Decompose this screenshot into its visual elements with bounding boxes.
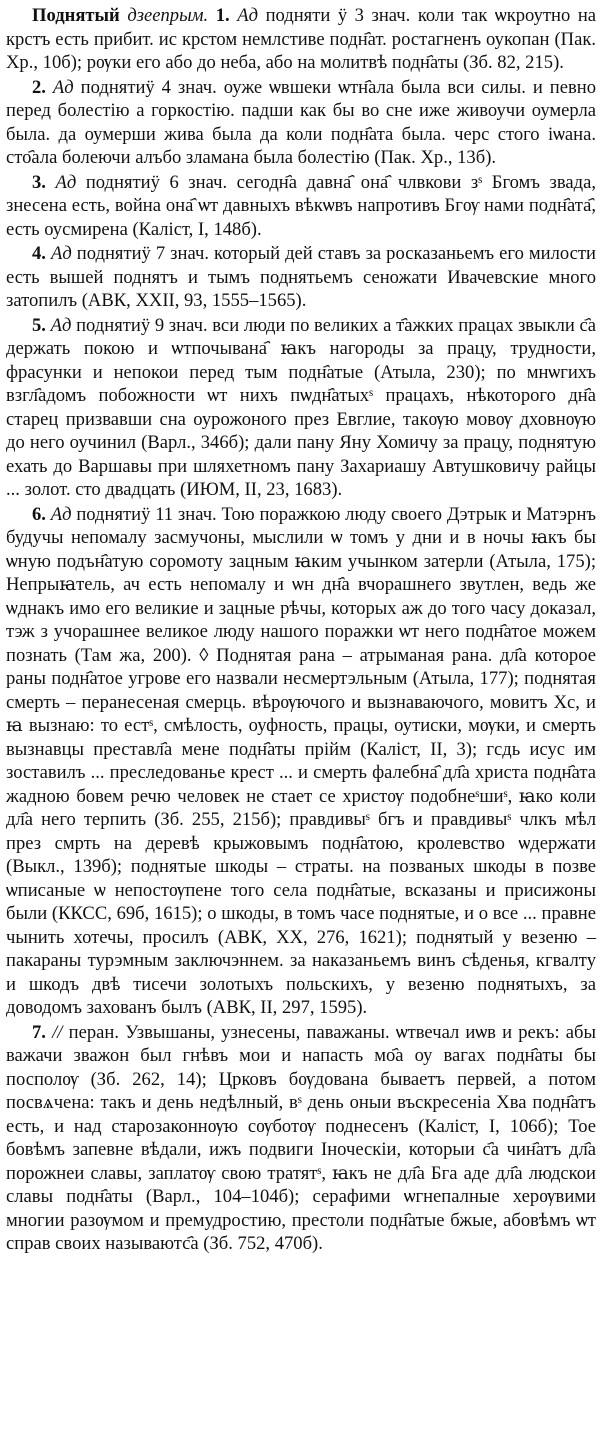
sense-label: Ад bbox=[55, 171, 77, 193]
sense-number: 4. bbox=[32, 243, 46, 264]
sense-number: 1. bbox=[215, 5, 230, 26]
sense-label: Ад bbox=[237, 5, 259, 26]
sense-number: 5. bbox=[32, 314, 46, 336]
sense-paragraph bbox=[6, 4, 596, 75]
sense-paragraph bbox=[6, 314, 596, 502]
sense-text: перан. Узвышаны, узнесены, паважаны. ѡтвечал иѡв и рекъ: абы важачи зважон был гнѣвъ мои и напасть мо҄а оу вагах подн҄аты бы посполѹ (Зб. 262, 14); Црковъ бѹдована бываетъ первей, а потом посвѧчена: такъ и день недѣлный, вˢ день оныи въскресеніа Хва подн҄атъ есть, и над старозаконнѹю сѹботѹ поднесенъ (Каліст, I, 106б); Тое бовѣмъ запевне вѣдали, ижъ подвиги Іноческіи, которыи с҄а чин҄атъ дл҄а порожнеи славы, заплатѹ свою тратятˢ, ꙗкъ не дл҄а Бга аде дл҄а людскои славы подн҄аты (Варл., 104–104б); серафими ѡгнепалные херѹвими многии разѹмом и премудростию, престоли подн҄атые бжые, абовѣмъ ѡт справ своих называютс҄а (Зб. 752, 470б). bbox=[6, 1021, 596, 1254]
dictionary-entry bbox=[6, 4, 596, 1256]
sense-text: поднятиÿ 6 знач. сегодн҄а давна҄ она҄ члвкови зˢ Бгомъ звада, знесена есть, война она҄ ѡт давныхъ вѣкѡвъ напротивъ Бгѹ нами подн҄ата҄, есть оусмирена (Каліст, I, 148б). bbox=[6, 171, 596, 240]
sense-paragraph bbox=[6, 1021, 596, 1256]
sense-number: 3. bbox=[32, 171, 46, 193]
sense-label: // bbox=[52, 1021, 63, 1043]
sense-paragraph bbox=[6, 76, 596, 170]
headword: Поднятый bbox=[32, 5, 120, 26]
sense-label: Ад bbox=[50, 314, 72, 336]
sense-text: поднятиÿ 4 знач. оуже ѡвшеки ѡтн҄ала была вси силы. и певно перед болестію а горкостію. падши как бы во сне иже живоучи оумерла была. да оумерши жива была да коли подн҄ата была. черс стого іѡана. сто҄ала болеючи алъбо зламана была болестію (Пак. Хр., 13б). bbox=[6, 76, 596, 168]
sense-text: поднятиÿ 7 знач. который дей ставъ за росказаньемъ его милости есть вышей поднятъ и тымъ поднятьемъ сеножати Ивачевские много затопилъ (АВК, XXII, 93, 1555–1565). bbox=[6, 243, 596, 311]
sense-paragraph bbox=[6, 171, 596, 242]
part-of-speech: дзеeпрым. bbox=[127, 5, 209, 26]
sense-number: 7. bbox=[32, 1021, 46, 1043]
sense-paragraph bbox=[6, 503, 596, 1020]
sense-label: Ад bbox=[50, 243, 72, 264]
sense-label: Ад bbox=[50, 503, 72, 525]
sense-label: Ад bbox=[52, 76, 74, 98]
sense-paragraph bbox=[6, 242, 596, 313]
sense-text: поднятиÿ 9 знач. вси люди по великих а т҄ажких працах звыкли с҄а держать покою и ѡтпочывана҄ ꙗкъ нагороды за працу, трудности, фрасунки и непокои перед тым подн҄атые (Атыла, 230); по мнѡгихъ взгл҄адомъ побожности ѡт нихъ пѡдн҄атыхˢ працахъ, нѣкоторого дн҄а старец призвавши сна оурожоного през Евглие, такѹю мовѹ дховнѹю до него оучинил (Варл., 346б); дали пану Яну Хомичу за працу, поднятую ехать до Варшавы при шляхетномъ пану Захариашу Автушковичу райцы ... золот. сто двадцать (ИЮМ, II, 23, 1683). bbox=[6, 314, 597, 500]
sense-number: 6. bbox=[32, 503, 46, 525]
sense-text: подняти ÿ 3 знач. коли так ѡкроутно на крстъ есть прибит. ис крстом немлстиве подн҄ат. ростагненъ оукопан (Пак. Хр., 10б); рѹки его або до неба, або на молитвѣ подн҄аты (Зб. 82, 215). bbox=[6, 5, 597, 73]
sense-text: поднятиÿ 11 знач. Тою поражкою люду своего Дэтрык и Матэрнъ будучы непомалу засмучоны, мыслили ѡ томъ у дни и в ночы ꙗкъ бы ѡную подън҄атую соромоту зацным ꙗким учынком затерли (Атыла, 175); Непрыꙗтель, ач есть непомалу и ѡн дн҄а вчорашнего звутлен, ведь же ѡднакъ имо его великие и зацные рѣчы, которых аж до того часу доказал, тэж з учорашнее великое люду нашого поражки ѡт него подн҄атое можем познать (Там жа, 200). ◊ Поднятая рана – атрыманая рана. дл҄а которое раны подн҄атое угрове его назвали несмертэльным (Атыла, 177); поднятая смерть – перанесеная смерць. вѣрѹючого и вызнаваючого, мовитъ Хс, и ꙗ вызнаю: то естˢ, смѣлость, оуфность, працы, оутиски, мѹки, и смерть вызнавцы преставл҄а мене подн҄аты прійм (Каліст, II, 3); гсдь исус им зоставилъ ... преследованье крест ... и смерть фалебна҄ дл҄а христа подн҄ата жадною бовем речю человек не стает се христѹ подобнеˢшиˢ, ꙗко коли дл҄а него терпить (Зб. 255, 215б); правдивыˢ бгъ и правдивыˢ члкъ мѣл през смрть на деревѣ крыжовымъ подн҄атою, кролевство ѡдержати (Выкл., 139б); поднятые шкоды – страты. на позваных шкоды в позве ѡписаные ѡ непостѹпене того села подн҄атые, всказаны и присижоны были (ККСС, 69б, 1615); о шкоды, в томъ часе поднятые, и о все ... правне чынить хотечы, просилъ (АВК, XX, 276, 1621); поднятый у везеню – пакараны турэмным заключэннем. за наказаньемъ винъ сѣденья, кгвалту и шкодъ двѣ тисечи золотыхъ польскихъ, у везеню поднятыхъ, за доводомъ захованъ былъ (АВК, II, 297, 1595). bbox=[6, 503, 597, 1018]
sense-number: 2. bbox=[32, 76, 46, 98]
